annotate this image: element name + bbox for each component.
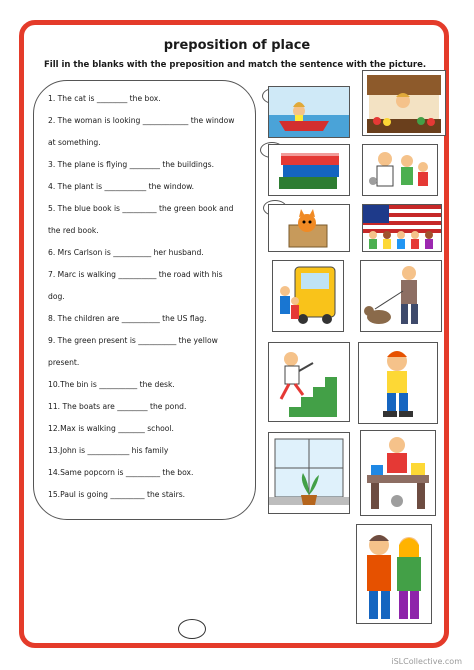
sentence-line: 11. The boats are ________ the pond. [48,402,187,411]
picture-children-flag[interactable] [362,204,442,252]
sentence-line: 13.John is ___________ his family [48,446,169,455]
picture-couple[interactable] [356,524,432,624]
picture-cat-in-box[interactable] [268,204,350,252]
sentence-line: 10.The bin is __________ the desk. [48,380,175,389]
picture-plant-in-window[interactable] [268,432,350,514]
picture-boy-walking[interactable] [358,342,438,424]
sentence-line: present. [48,358,80,367]
picture-man-running-stairs[interactable] [268,342,350,422]
picture-boat-scene[interactable] [268,86,350,138]
sentence-line: the red book. [48,226,99,235]
picture-messy-desk[interactable] [360,430,436,516]
sentence-line: 9. The green present is __________ the yellow [48,336,218,345]
sentence-line: 14.Same popcorn is _________ the box. [48,468,194,477]
picture-school-bus-children[interactable] [272,260,344,332]
sentence-line: 15.Paul is going _________ the stairs. [48,490,186,499]
sentence-line: 7. Marc is walking __________ the road with his [48,270,223,279]
sentence-line: 5. The blue book is _________ the green book and [48,204,234,213]
sentence-line: 3. The plane is flying ________ the buildings. [48,160,215,169]
picture-family-portrait[interactable] [362,144,438,196]
sentence-line: 2. The woman is looking ____________ the window [48,116,235,125]
sentence-line: 12.Max is walking _______ school. [48,424,174,433]
instructions: Fill in the blanks with the preposition and match the sentence with the picture. [44,60,427,70]
page-number-oval [178,619,206,639]
picture-man-walking-dog[interactable] [360,260,442,332]
sentence-line: 8. The children are __________ the US flag. [48,314,207,323]
picture-market-stall[interactable] [362,70,446,136]
sentence-line: 1. The cat is ________ the box. [48,94,161,103]
sentence-line: at something. [48,138,101,147]
watermark: iSLCollective.com [391,657,462,666]
picture-stack-of-books[interactable] [268,144,350,196]
sentence-line: dog. [48,292,65,301]
sentence-line: 6. Mrs Carlson is __________ her husband. [48,248,204,257]
sentence-line: 4. The plant is ___________ the window. [48,182,195,191]
worksheet-title: preposition of place [163,38,311,53]
